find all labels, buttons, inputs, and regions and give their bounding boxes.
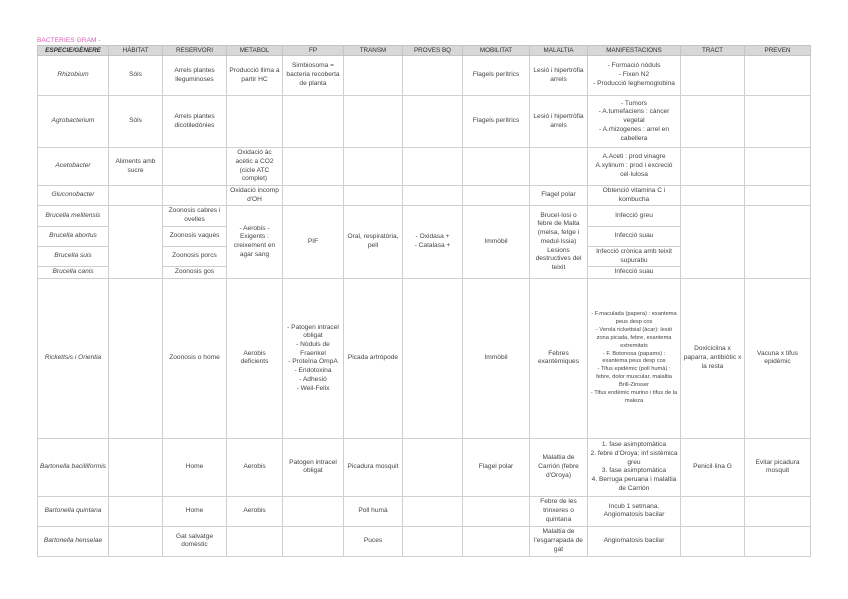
cell-especie: Brucella abortus: [38, 226, 109, 246]
cell-malaltia: Malaltia de l'esgarrapada de gat: [530, 526, 588, 556]
manifest-line: - Producció leghemoglobina: [593, 79, 675, 87]
cell-malaltia: Lesió i hipertròfia arrels: [530, 96, 588, 148]
cell-mobilitat: [463, 186, 530, 206]
bacteria-table: [37, 45, 811, 557]
cell-reservori: Arrels plantes dicotiledònies: [163, 96, 227, 148]
cell-especie: Agrobacterium: [38, 96, 109, 148]
fp-line: - Weil-Felix: [296, 384, 330, 392]
cell-metabol: Oxidació incomp d'OH: [227, 186, 283, 206]
cell-habitat: Sòls: [109, 56, 163, 96]
manifest-line: 3. fase asimptomàtica: [601, 467, 667, 475]
cell-preven: [745, 56, 811, 96]
cell-fp: [283, 278, 344, 438]
cell-tract: [681, 96, 745, 148]
cell-mobilitat: Immòbil: [463, 206, 530, 279]
cell-fp: [283, 148, 344, 186]
cell-metabol: Producció llima a partir HC: [227, 56, 283, 96]
manifest-line: Obtenció vitamina C i kombucha: [602, 187, 666, 203]
cell-especie: Bartonella bacilliformis: [38, 438, 109, 496]
cell-manifestacions: [588, 56, 681, 96]
fp-line: - Endotoxina: [294, 367, 332, 375]
cell-malaltia: Malaltia de Carrión (febre d'Oroya): [530, 438, 588, 496]
cell-transm: [344, 148, 403, 186]
manifest-line: - Fixen N2: [618, 71, 650, 79]
col-header-proves: PROVES BQ: [403, 46, 463, 56]
cell-tract: Doxiciclina x paparra, antibiòtic x la resta: [681, 278, 745, 438]
proves-line: - Oxidasa +: [415, 233, 450, 241]
cell-fp: [283, 186, 344, 206]
cell-manifestacions: Infecció suau: [588, 267, 681, 279]
cell-tract: [681, 206, 745, 279]
cell-mobilitat: [463, 496, 530, 526]
cell-habitat: Sòls: [109, 96, 163, 148]
cell-metabol: Oxidació àc acètic a CO2 (cicle ATC complet): [227, 148, 283, 186]
manifest-line: Angiomatosis bacilar: [603, 537, 665, 545]
col-header-fp: FP: [283, 46, 344, 56]
cell-fp: PIF: [283, 206, 344, 279]
cell-proves: [403, 526, 463, 556]
cell-preven: [745, 186, 811, 206]
cell-especie: Bartonella henselae: [38, 526, 109, 556]
cell-preven: [745, 96, 811, 148]
cell-malaltia: [530, 148, 588, 186]
cell-reservori: Zoonosis gos: [163, 267, 227, 279]
manifest-line: 4. Berruga peruana i malaltia de Carrión: [591, 476, 677, 492]
cell-proves: [403, 96, 463, 148]
cell-mobilitat: [463, 148, 530, 186]
manifest-line: 1. fase asimptomàtica: [601, 441, 667, 449]
cell-preven: Vacuna x tifus epidèmic: [745, 278, 811, 438]
fp-line: - Adhesió: [299, 375, 327, 383]
cell-mobilitat: Immòbil: [463, 278, 530, 438]
cell-preven: [745, 496, 811, 526]
col-header-especie: ESPECIE/GÈNERE: [38, 46, 109, 56]
cell-manifestacions: [588, 438, 681, 496]
manifest-line: - F. Botonosa (papams) : exantema peus desp cos: [602, 350, 666, 365]
cell-reservori: Home: [163, 496, 227, 526]
cell-proves: [403, 278, 463, 438]
cell-habitat: [109, 438, 163, 496]
manifest-line: - F.maculada (papera) : exantema peus desp cos: [591, 311, 677, 326]
table-row: [38, 278, 811, 438]
table-row: [38, 206, 811, 226]
col-header-preven: PREVEN: [745, 46, 811, 56]
cell-reservori: Zoonosis porcs: [163, 246, 227, 266]
cell-fp: [283, 496, 344, 526]
cell-tract: [681, 496, 745, 526]
cell-metabol: - Aerobis - Exigents : creixement en agar sang: [227, 206, 283, 279]
col-header-manifestacions: MANIFESTACIONS: [588, 46, 681, 56]
cell-metabol: [227, 526, 283, 556]
cell-habitat: [109, 278, 163, 438]
cell-malaltia: Febres exantèmiques: [530, 278, 588, 438]
fp-line: - Patogen intracel obligat: [287, 323, 339, 340]
cell-reservori: Zoonosis vaques: [163, 226, 227, 246]
cell-transm: Puces: [344, 526, 403, 556]
proves-line: - Catalasa +: [414, 242, 451, 250]
cell-proves: [403, 56, 463, 96]
cell-transm: Poll humà: [344, 496, 403, 526]
table-row: [38, 56, 811, 96]
cell-metabol: Aerobis: [227, 438, 283, 496]
cell-especie: Brucella melitensis: [38, 206, 109, 226]
cell-tract: [681, 56, 745, 96]
cell-proves: [403, 206, 463, 279]
cell-fp: [283, 96, 344, 148]
manifest-line: - Tifus epidèmic (poll humà) : febre, dolor muscular, malaltia Brill-Zinsser: [596, 366, 672, 388]
cell-fp: Simbiosoma = bacteria recoberta de planta: [283, 56, 344, 96]
cell-mobilitat: Flagels perítrics: [463, 56, 530, 96]
cell-reservori: Gat salvatge domèstic: [163, 526, 227, 556]
col-header-reservori: RESERVORI: [163, 46, 227, 56]
cell-tract: [681, 186, 745, 206]
cell-manifestacions: [588, 496, 681, 526]
manifest-line: - Tifus endèmic murino i tifus de la maleza: [590, 389, 678, 404]
cell-manifestacions: [588, 526, 681, 556]
table-row: [38, 96, 811, 148]
cell-habitat: Aliments amb sucre: [109, 148, 163, 186]
cell-malaltia: Flagel polar: [530, 186, 588, 206]
cell-transm: Oral, respiratòria, pell: [344, 206, 403, 279]
cell-transm: [344, 56, 403, 96]
cell-transm: [344, 96, 403, 148]
cell-proves: [403, 496, 463, 526]
cell-mobilitat: [463, 526, 530, 556]
header-row: [38, 46, 811, 56]
manifest-line: 2. febre d'Oroya: inf sistèmica greu: [590, 450, 678, 466]
cell-manifestacions: [588, 278, 681, 438]
manifest-line: - Formació nòduls: [607, 62, 661, 70]
cell-manifestacions: [588, 148, 681, 186]
cell-malaltia: Lesió i hipertròfia arrels: [530, 56, 588, 96]
col-header-mobilitat: MOBILITAT: [463, 46, 530, 56]
cell-manifestacions: [588, 186, 681, 206]
cell-proves: [403, 148, 463, 186]
col-header-transm: TRANSM: [344, 46, 403, 56]
col-header-habitat: HÀBITAT: [109, 46, 163, 56]
page-title: BACTERIES GRAM -: [37, 37, 101, 44]
cell-preven: Evitar picadura mosquit: [745, 438, 811, 496]
cell-preven: [745, 148, 811, 186]
cell-preven: [745, 206, 811, 279]
manifest-line: A.Aceti : prod vinagre: [602, 153, 666, 161]
cell-reservori: [163, 186, 227, 206]
table-row: [38, 526, 811, 556]
manifest-line: Incub 1 setmana.: [608, 502, 660, 510]
cell-manifestacions: Infecció crònica amb teixit supuratiu: [588, 246, 681, 266]
cell-manifestacions: Infecció suau: [588, 226, 681, 246]
table-row: [38, 148, 811, 186]
cell-especie: Brucella suis: [38, 246, 109, 266]
cell-mobilitat: Flagel polar: [463, 438, 530, 496]
col-header-tract: TRACT: [681, 46, 745, 56]
cell-especie: Acetobacter: [38, 148, 109, 186]
cell-fp: [283, 526, 344, 556]
col-header-malaltia: MALALTIA: [530, 46, 588, 56]
manifest-line: Angiomatosis bacilar: [603, 511, 665, 519]
cell-habitat: [109, 496, 163, 526]
table-row: [38, 438, 811, 496]
cell-manifestacions: Infecció greu: [588, 206, 681, 226]
cell-tract: [681, 148, 745, 186]
cell-fp: Patogen intracel obligat: [283, 438, 344, 496]
cell-tract: [681, 526, 745, 556]
cell-reservori: [163, 148, 227, 186]
cell-metabol: [227, 96, 283, 148]
cell-especie: Bartonella quintana: [38, 496, 109, 526]
cell-transm: Picada artròpode: [344, 278, 403, 438]
cell-habitat: [109, 526, 163, 556]
cell-especie: Gluconobacter: [38, 186, 109, 206]
cell-tract: Penicil·lina G: [681, 438, 745, 496]
cell-preven: [745, 526, 811, 556]
cell-reservori: Zoonosis cabres i ovelles: [163, 206, 227, 226]
manifest-line: - Verola rickettsial (àcar): lesió zona picada, febre, exantema extremitats: [595, 326, 673, 349]
table-row: [38, 186, 811, 206]
cell-especie: Rickettsis i Orientia: [38, 278, 109, 438]
fp-line: - Proteïna OmpA: [288, 358, 338, 366]
manifest-line: - A.rhizogenes : arrel en cabellera: [598, 125, 669, 142]
col-header-metabol: METABOL: [227, 46, 283, 56]
cell-manifestacions: [588, 96, 681, 148]
cell-transm: [344, 186, 403, 206]
cell-metabol: Aerobis: [227, 496, 283, 526]
cell-metabol: Aerobis deficients: [227, 278, 283, 438]
cell-reservori: Arrels plantes lleguminoses: [163, 56, 227, 96]
fp-line: - Nòduls de Fraenkel: [296, 341, 330, 357]
cell-especie: Rhizobium: [38, 56, 109, 96]
cell-reservori: Zoonosis o home: [163, 278, 227, 438]
manifest-line: - Tumors: [620, 99, 647, 107]
cell-transm: Picadura mosquit: [344, 438, 403, 496]
cell-malaltia: Brucel·losi o febre de Malta (melsa, fetge i medul·lssia) Lesions destructives del teixit: [530, 206, 588, 279]
cell-proves: [403, 186, 463, 206]
cell-reservori: Home: [163, 438, 227, 496]
cell-habitat: [109, 186, 163, 206]
manifest-line: A.xylinum : prod i excreció cel·lulosa: [595, 162, 673, 178]
cell-habitat: [109, 206, 163, 279]
cell-proves: [403, 438, 463, 496]
cell-especie: Brucella canis: [38, 267, 109, 279]
table-row: [38, 496, 811, 526]
cell-malaltia: Febre de les trinxeres o quintana: [530, 496, 588, 526]
manifest-line: - A.tumefaciens : càncer vegetal: [598, 108, 670, 125]
cell-mobilitat: Flagels perítrics: [463, 96, 530, 148]
